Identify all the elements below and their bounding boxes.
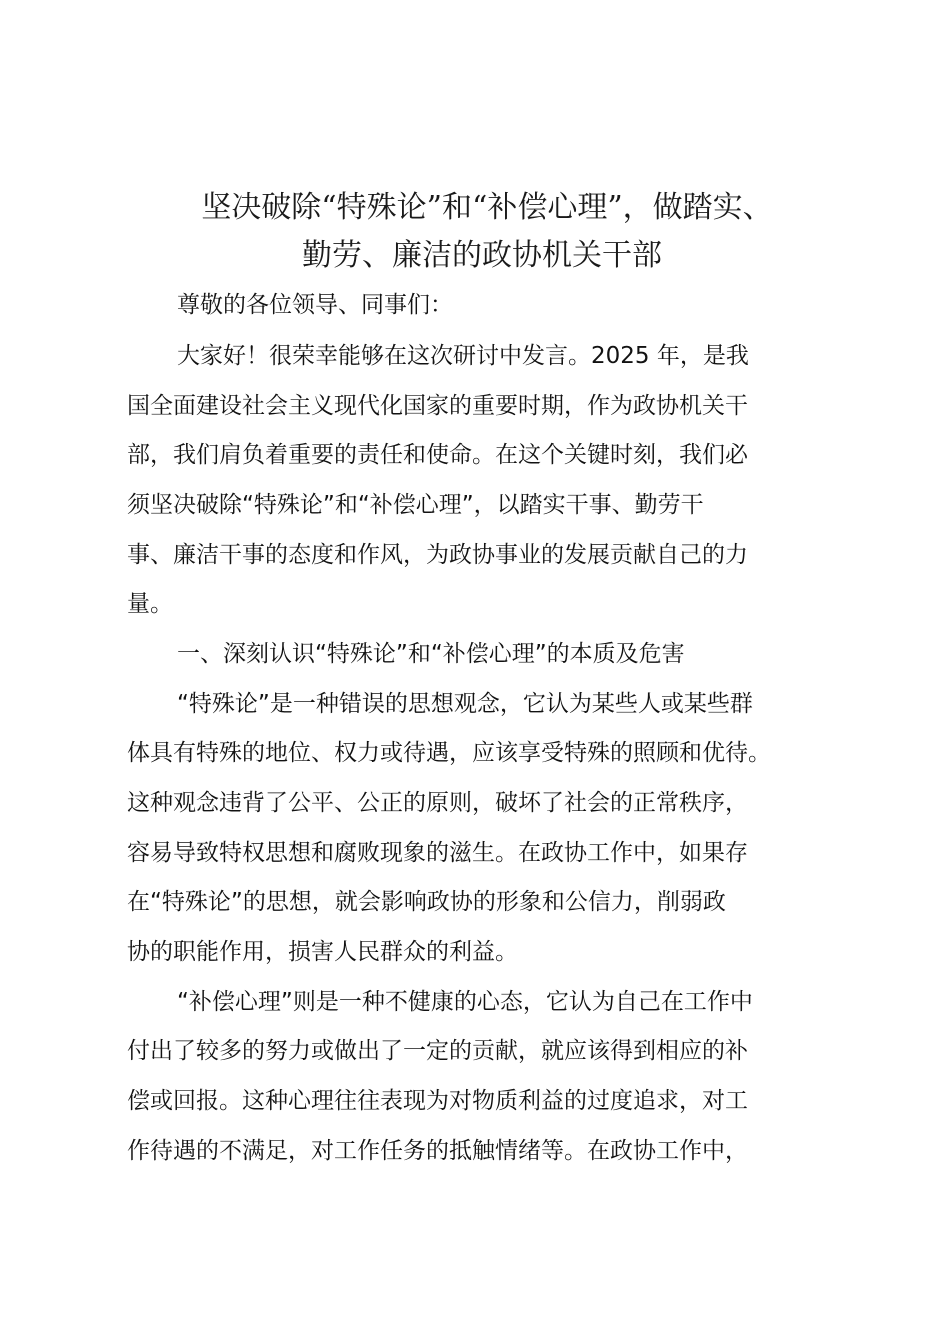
paragraph-line: “补偿心理”则是一种不健康的心态，它认为自己在工作中: [177, 989, 753, 1015]
paragraph-line: 须坚决破除“特殊论”和“补偿心理”，以踏实干事、勤劳干: [127, 492, 704, 518]
paragraph-line: “特殊论”是一种错误的思想观念，它认为某些人或某些群: [177, 691, 753, 717]
paragraph-line: 量。: [127, 591, 173, 617]
paragraph-line: 偿或回报。这种心理往往表现为对物质利益的过度追求，对工: [127, 1088, 748, 1114]
section-heading: 一、深刻认识“特殊论”和“补偿心理”的本质及危害: [177, 641, 685, 667]
paragraph-line: 这种观念违背了公平、公正的原则，破坏了社会的正常秩序，: [127, 790, 748, 816]
paragraph-line: 作待遇的不满足，对工作任务的抵触情绪等。在政协工作中，: [127, 1138, 748, 1164]
paragraph-line: 体具有特殊的地位、权力或待遇，应该享受特殊的照顾和优待。: [127, 740, 771, 766]
paragraph-line: 部，我们肩负着重要的责任和使命。在这个关键时刻，我们必: [127, 442, 748, 468]
paragraph-line: 付出了较多的努力或做出了一定的贡献，就应该得到相应的补: [127, 1038, 748, 1064]
document-title-line-2: 勤劳、廉洁的政协机关干部: [302, 238, 662, 273]
salutation: 尊敬的各位领导、同事们：: [177, 292, 453, 318]
paragraph-line: 事、廉洁干事的态度和作风，为政协事业的发展贡献自己的力: [127, 542, 748, 568]
document-title-line-1: 坚决破除“特殊论”和“补偿心理”，做踏实、: [201, 190, 773, 225]
paragraph-line: 协的职能作用，损害人民群众的利益。: [127, 939, 518, 965]
paragraph-line: 大家好！很荣幸能够在这次研讨中发言。2025 年，是我: [177, 343, 749, 369]
paragraph-line: 国全面建设社会主义现代化国家的重要时期，作为政协机关干: [127, 393, 748, 419]
paragraph-line: 在“特殊论”的思想，就会影响政协的形象和公信力，削弱政: [127, 889, 726, 915]
paragraph-line: 容易导致特权思想和腐败现象的滋生。在政协工作中，如果存: [127, 840, 748, 866]
